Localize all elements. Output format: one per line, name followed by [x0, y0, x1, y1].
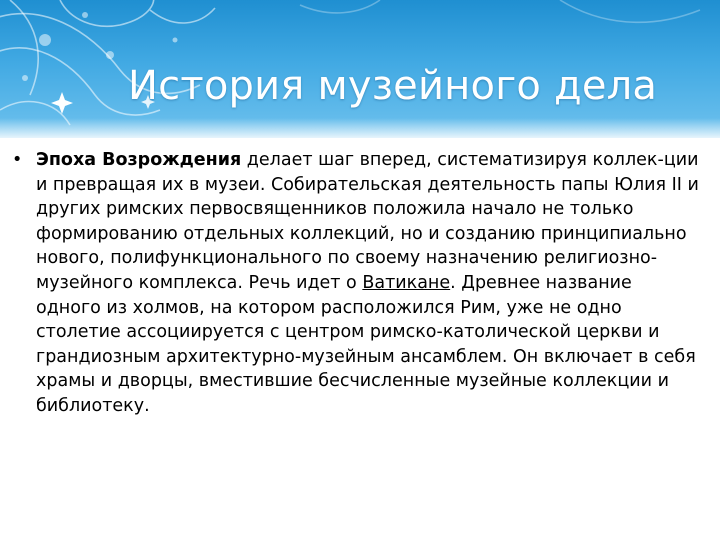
paragraph-text-part-1: делает шаг вперед, систематизируя коллек-ции и превращая их в музеи. Собирательская деятельность папы Юлия II и других римских первосвященников положила начало не только формированию отдельных коллекций, но и созданию принципиально нового, полифункционального по своему назначению религиозно-музейного комплекса. Речь идет о	[36, 150, 699, 293]
bullet-marker: •	[12, 150, 23, 170]
header-fade	[0, 118, 720, 138]
vatican-link[interactable]: Ватикане	[362, 272, 451, 293]
bold-term: Эпоха Возрождения	[36, 150, 242, 170]
slide-title: История музейного дела	[128, 63, 658, 109]
slide-body	[12, 148, 702, 419]
bullet-item	[12, 148, 702, 419]
bullet-paragraph	[36, 148, 702, 419]
paragraph-text-part-2: . Древнее название одного из холмов, на котором расположился Рим, уже не одно столетие ассоциируется с центром римско-католической церкви и грандиозным архитектурно-музейным ансамблем. Он включает в себя храмы и дворцы, вместившие бесчисленные музейные коллекции и библиотеку.	[36, 272, 696, 416]
